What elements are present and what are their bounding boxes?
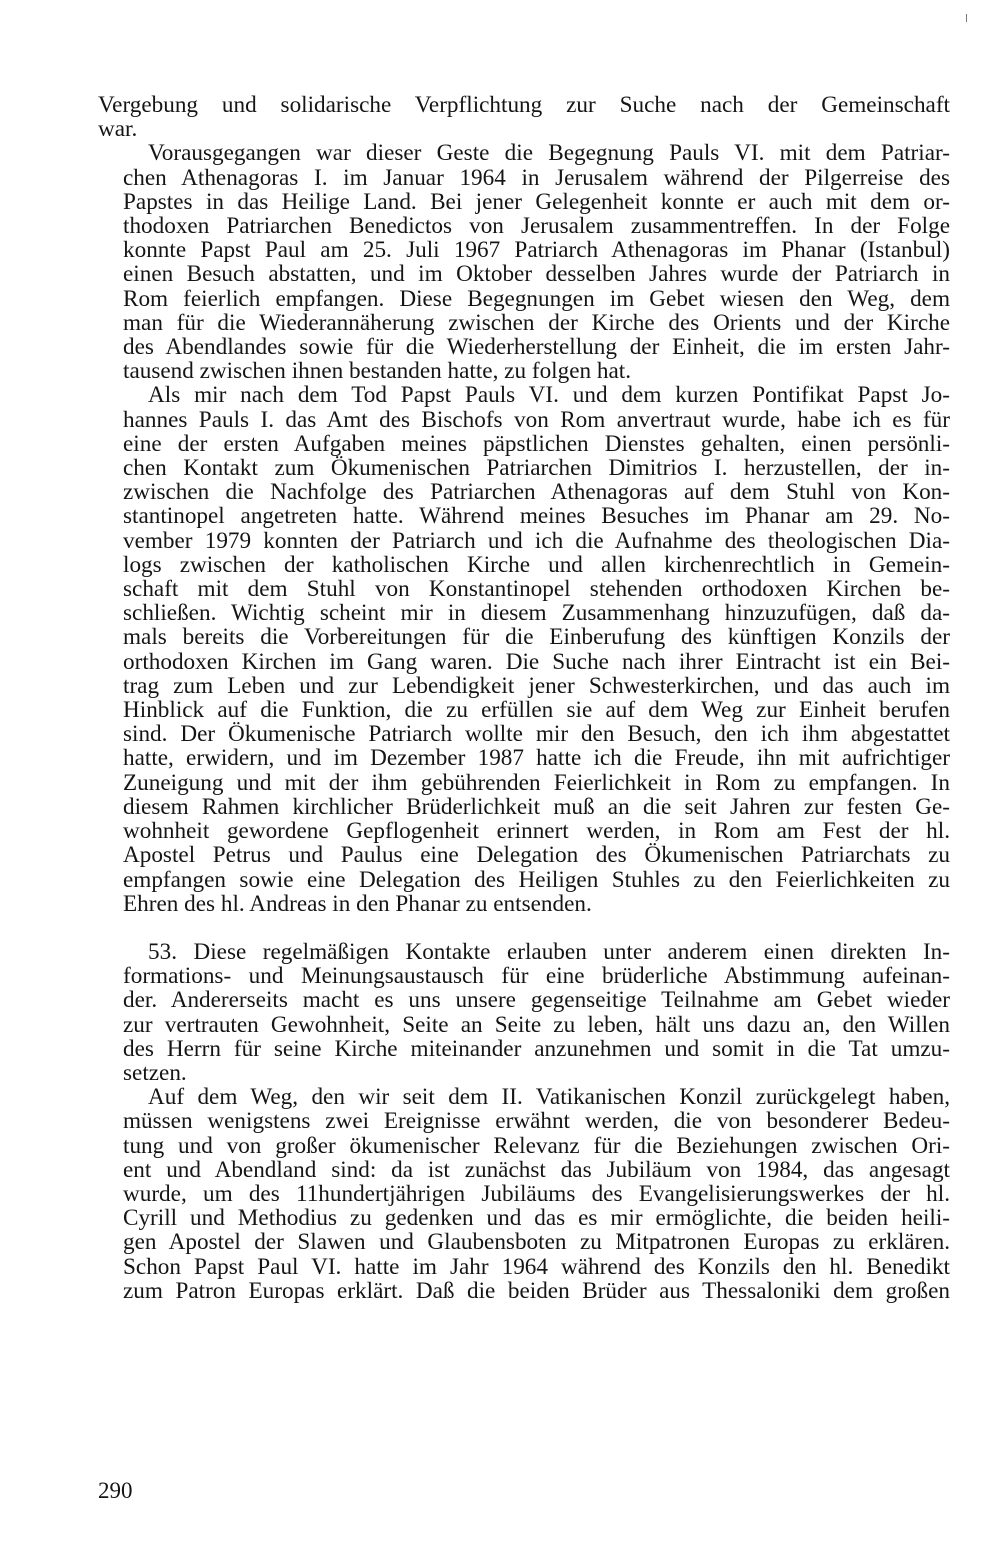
text-line: Vergebung und solidarische Verpflichtung zur Suche nach der Gemeinschaft <box>98 92 950 118</box>
text-line: des Herrn für seine Kirche miteinander anzunehmen und somit in die Tat umzu- <box>123 1035 950 1062</box>
text-line: einen Besuch abstatten, und im Oktober desselben Jahres wurde der Patriarch in <box>123 261 950 288</box>
text-line: wohnheit gewordene Gepflogenheit erinnert werden, in Rom am Fest der hl. <box>123 818 950 845</box>
text-line: chen Kontakt zum Ökumenischen Patriarchen Dimitrios I. herzustellen, der in- <box>123 455 950 482</box>
paragraph-dimitrios <box>98 383 950 915</box>
text-line: setzen. <box>123 1059 187 1086</box>
paragraph-athenagoras <box>98 141 950 383</box>
text-line: Rom feierlich empfangen. Diese Begegnungen im Gebet wiesen den Weg, dem <box>123 285 950 312</box>
text-line: tausend zwischen ihnen bestanden hatte, zu folgen hat. <box>123 358 632 385</box>
paragraph-53 <box>98 940 950 1085</box>
text-line: schaft mit dem Stuhl von Konstantinopel stehenden orthodoxen Kirchen be- <box>123 576 950 603</box>
text-line: Apostel Petrus und Paulus eine Delegation des Ökumenischen Patriarchats zu <box>123 842 950 869</box>
text-line: müssen wenigstens zwei Ereignisse erwähnt werden, die von besonderer Bedeu- <box>123 1108 950 1135</box>
text-line: Ehren des hl. Andreas in den Phanar zu entsenden. <box>123 890 592 917</box>
text-line: gen Apostel der Slawen und Glaubensboten zu Mitpatronen Europas zu erklären. <box>123 1229 950 1256</box>
scan-edge-mark <box>966 14 967 22</box>
text-line: stantinopel angetreten hatte. Während meines Besuches im Phanar am 29. No- <box>123 503 950 530</box>
paragraph-cyrill-methodius <box>98 1085 950 1303</box>
text-line: thodoxen Patriarchen Benedictos von Jerusalem zusammentreffen. In der Folge <box>123 213 950 240</box>
text-line: mals bereits die Vorbereitungen für die Einberufung des künftigen Konzils der <box>123 624 950 651</box>
text-line: sind. Der Ökumenische Patriarch wollte mir den Besuch, den ich ihm abgestattet <box>123 721 950 748</box>
text-line: man für die Wiederannäherung zwischen der Kirche des Orients und der Kirche <box>123 309 950 336</box>
text-line: hatte, erwidern, und im Dezember 1987 hatte ich die Freude, ihn mit aufrichtiger <box>123 745 950 772</box>
text-line: zur vertrauten Gewohnheit, Seite an Seite zu leben, hält uns dazu an, den Willen <box>123 1011 950 1038</box>
text-line: formations- und Meinungsaustausch für eine brüderliche Abstimmung aufeinan- <box>123 963 950 990</box>
text-line: des Abendlandes sowie für die Wiederherstellung der Einheit, die im ersten Jahr- <box>123 334 950 361</box>
text-line: diesem Rahmen kirchlicher Brüderlichkeit muß an die seit Jahren zur festen Ge- <box>123 793 950 820</box>
text-line: logs zwischen der katholischen Kirche und allen kirchenrechtlich in Gemein- <box>123 551 950 578</box>
text-line: Schon Papst Paul VI. hatte im Jahr 1964 während des Konzils den hl. Benedikt <box>123 1253 950 1280</box>
text-line: ent und Abendland sind: da ist zunächst das Jubiläum von 1984, das angesagt <box>123 1156 950 1183</box>
text-line: Papstes in das Heilige Land. Bei jener Gelegenheit konnte er auch mit dem or- <box>123 188 950 215</box>
text-line: chen Athenagoras I. im Januar 1964 in Jerusalem während der Pilgerreise des <box>123 164 950 191</box>
text-line: tung und von großer ökumenischer Relevanz für die Beziehungen zwischen Ori- <box>123 1132 950 1159</box>
text-line: Hinblick auf die Funktion, die zu erfüllen sie auf dem Weg zur Einheit berufen <box>123 697 950 724</box>
text-line: hannes Pauls I. das Amt des Bischofs von Rom anvertraut wurde, habe ich es für <box>123 406 950 433</box>
text-line: eine der ersten Aufgaben meines päpstlichen Dienstes gehalten, einen persönli- <box>123 430 950 457</box>
text-line: der. Andererseits macht es uns unsere gegenseitige Teilnahme am Gebet wieder <box>123 987 950 1014</box>
text-line: Cyrill und Methodius zu gedenken und das es mir ermöglichte, die beiden heili- <box>123 1205 950 1232</box>
text-line: 53. Diese regelmäßigen Kontakte erlauben unter anderem einen direkten In- <box>148 938 950 965</box>
text-line: schließen. Wichtig scheint mir in diesem Zusammenhang hinzuzufügen, daß da- <box>123 600 950 627</box>
paragraph-continuation <box>98 93 950 141</box>
text-line: Auf dem Weg, den wir seit dem II. Vatikanischen Konzil zurückgelegt haben, <box>148 1084 950 1111</box>
text-line: konnte Papst Paul am 25. Juli 1967 Patriarch Athenagoras im Phanar (Istanbul) <box>123 237 950 264</box>
text-line: vember 1979 konnten der Patriarch und ich die Aufnahme des theologischen Dia- <box>123 527 950 554</box>
text-line: Vorausgegangen war dieser Geste die Begegnung Pauls VI. mit dem Patriar- <box>148 140 950 167</box>
text-line: war. <box>98 116 138 143</box>
text-line: empfangen sowie eine Delegation des Heiligen Stuhles zu den Feierlichkeiten zu <box>123 866 950 893</box>
page-number: 290 <box>98 1478 133 1503</box>
text-line: wurde, um des 11hundertjährigen Jubiläums des Evangelisierungswerkes der hl. <box>123 1180 950 1207</box>
text-line: orthodoxen Kirchen im Gang waren. Die Suche nach ihrer Eintracht ist ein Bei- <box>123 648 950 675</box>
body-text <box>98 93 950 1303</box>
text-line: Als mir nach dem Tod Papst Pauls VI. und dem kurzen Pontifikat Papst Jo- <box>148 382 950 409</box>
text-line: zum Patron Europas erklärt. Daß die beiden Brüder aus Thessaloniki dem großen <box>123 1277 950 1304</box>
text-line: Zuneigung und mit der ihm gebührenden Feierlichkeit in Rom zu empfangen. In <box>123 769 950 796</box>
text-line: zwischen die Nachfolge des Patriarchen Athenagoras auf dem Stuhl von Kon- <box>123 479 950 506</box>
text-line: trag zum Leben und zur Lebendigkeit jener Schwesterkirchen, und das auch im <box>123 672 950 699</box>
